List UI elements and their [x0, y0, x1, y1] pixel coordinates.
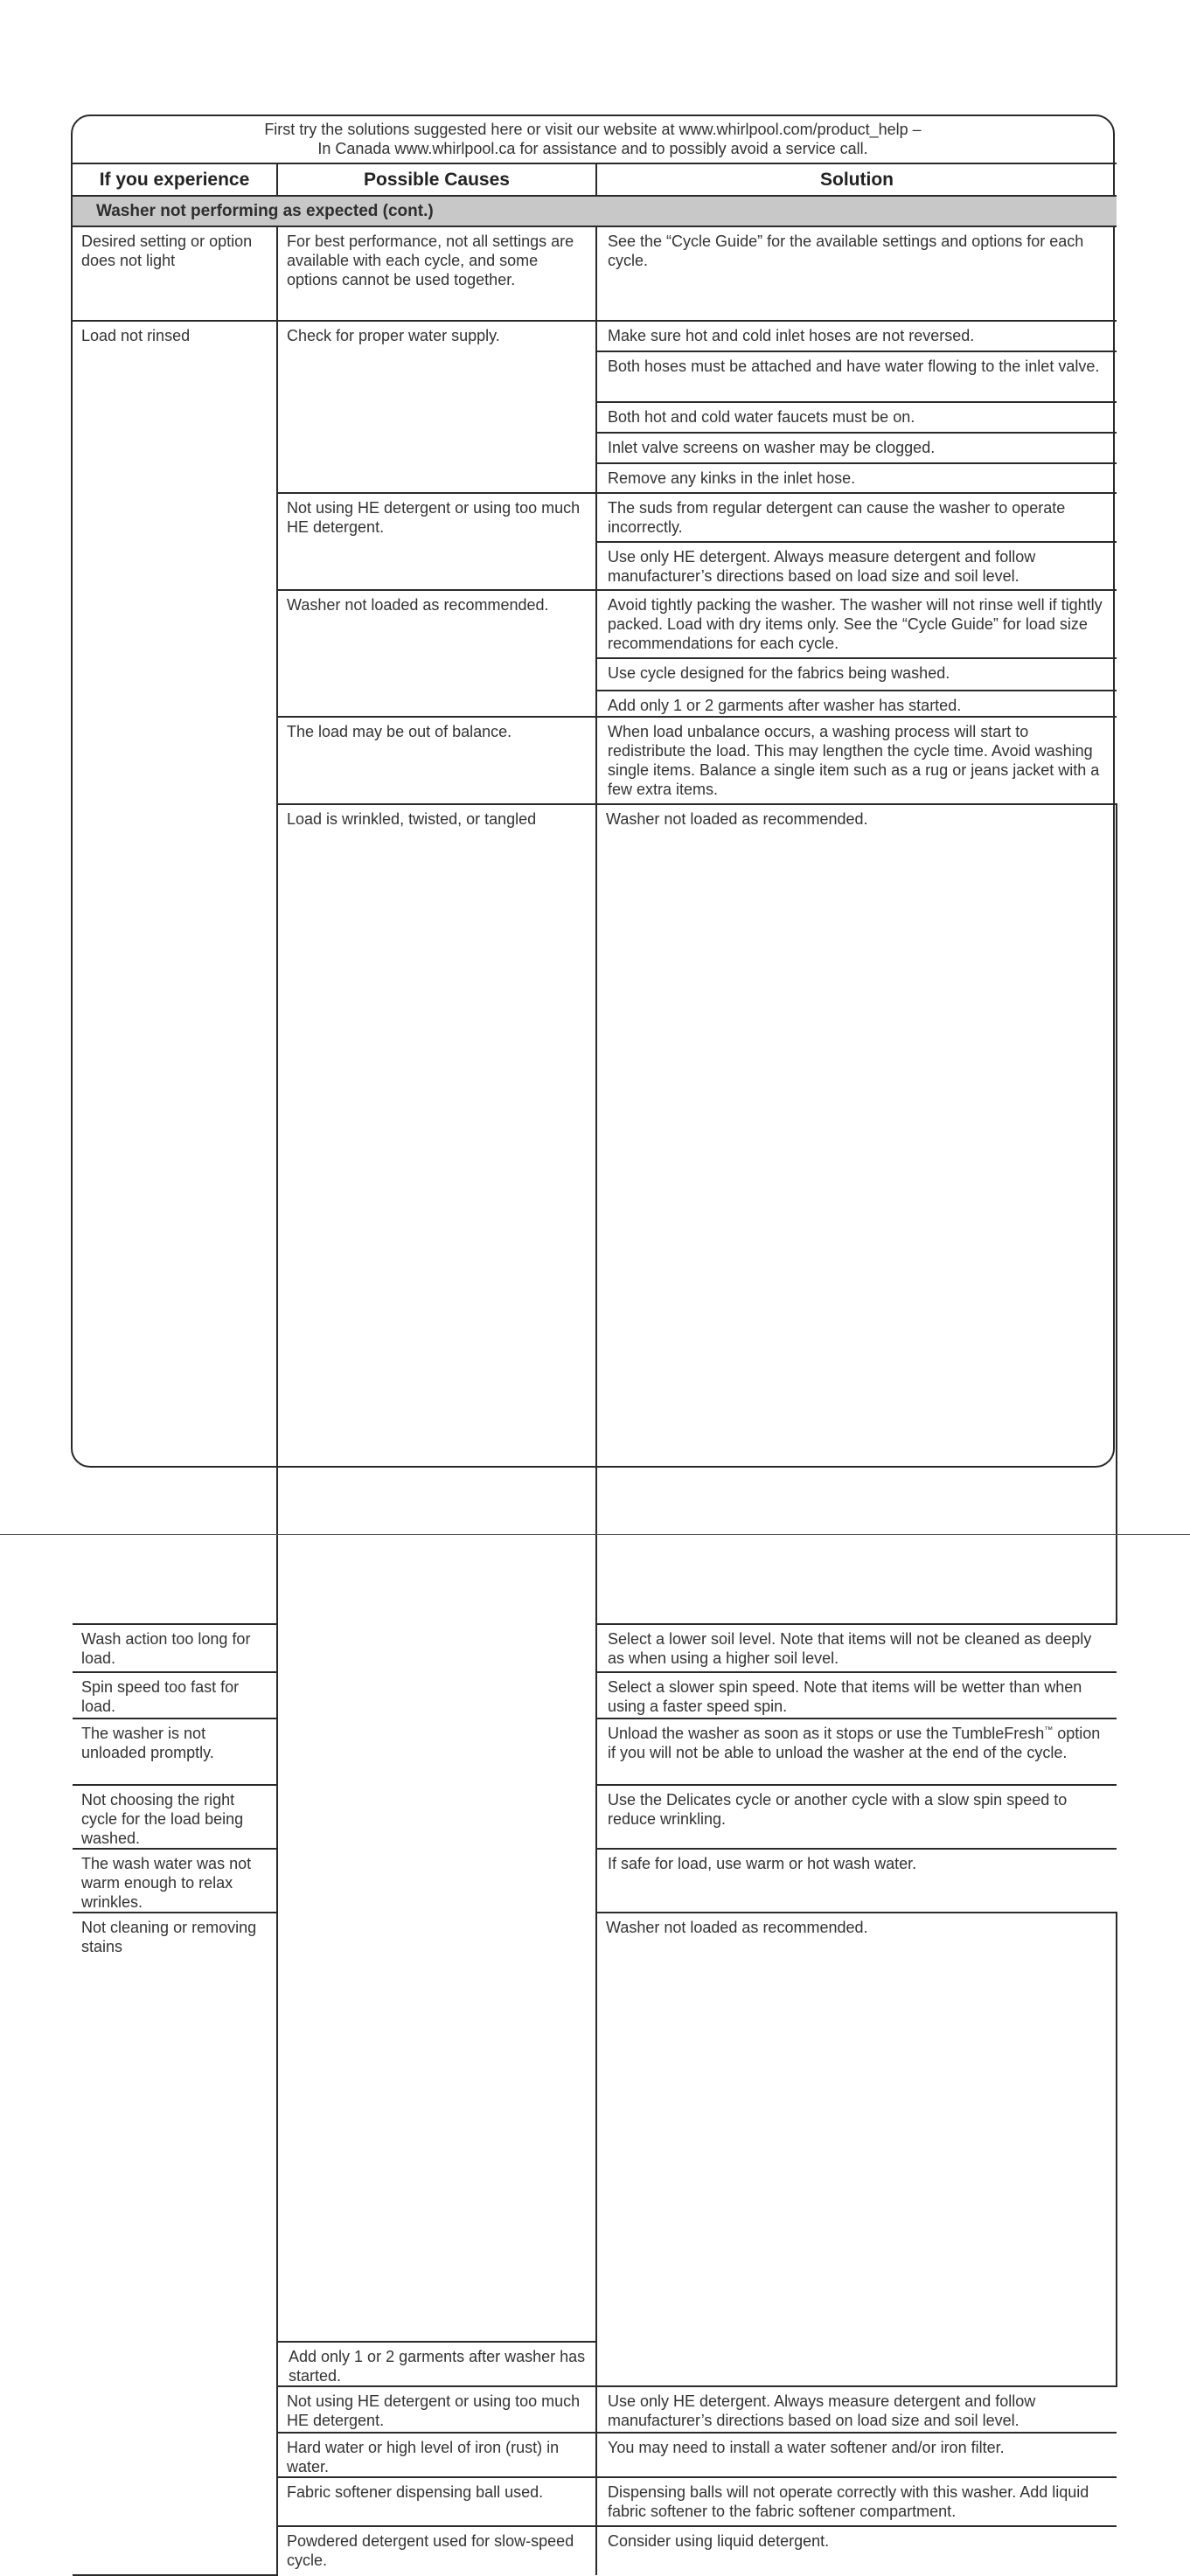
solution-cell: If safe for load, use warm or hot wash water. [596, 1849, 1117, 1913]
cause-cell: The washer is not unloaded promptly. [73, 1718, 277, 1785]
solution-cell: Select a lower soil level. Note that items will not be cleaned as deeply as when using a higher soil level. [596, 1624, 1117, 1672]
cause-cell: Spin speed too fast for load. [73, 1672, 277, 1718]
solution-cell: See the “Cycle Guide” for the available settings and options for each cycle. [596, 226, 1117, 321]
cause-cell: Washer not loaded as recommended. [277, 590, 596, 717]
experience-cell: Desired setting or option does not light [73, 226, 277, 321]
cause-cell: Washer not loaded as recommended. [596, 1913, 1117, 2386]
solution-cell: Add only 1 or 2 garments after washer has started. [277, 2342, 596, 2386]
cause-cell: Not choosing the right cycle for the load being washed. [73, 1785, 277, 1849]
intro-line-2: In Canada www.whirlpool.ca for assistance and to possibly avoid a service call. [317, 140, 868, 157]
solution-cell: Make sure hot and cold inlet hoses are not reversed. [596, 321, 1117, 351]
solution-cell: Both hoses must be attached and have water flowing to the inlet valve. [596, 351, 1117, 402]
header-row [73, 163, 1117, 196]
header-causes: Possible Causes [277, 163, 596, 196]
header-experience: If you experience [73, 163, 277, 196]
experience-cell: Not cleaning or removing stains [73, 1913, 277, 2575]
cause-cell: The wash water was not warm enough to relax wrinkles. [73, 1849, 277, 1913]
cause-cell: Fabric softener dispensing ball used. [277, 2477, 596, 2526]
header-solution: Solution [596, 163, 1117, 196]
solution-cell: Consider using liquid detergent. [596, 2526, 1117, 2575]
cause-cell: Washer not loaded as recommended. [596, 804, 1117, 1624]
intro-text [73, 116, 1113, 163]
cause-cell: The load may be out of balance. [277, 717, 596, 804]
solution-cell: Dispensing balls will not operate correctly with this washer. Add liquid fabric softener to the fabric softener compartment. [596, 2477, 1117, 2526]
troubleshooting-frame [71, 115, 1115, 2569]
solution-cell: Use the Delicates cycle or another cycle with a slow spin speed to reduce wrinkling. [596, 1785, 1117, 1849]
solution-cell: Inlet valve screens on washer may be clogged. [596, 433, 1117, 463]
solution-cell [596, 1718, 1117, 1785]
experience-cell: Load is wrinkled, twisted, or tangled [277, 804, 596, 2342]
solution-cell: Use only HE detergent. Always measure detergent and follow manufacturer’s directions based on load size and soil level. [596, 542, 1117, 590]
cause-cell: For best performance, not all settings are available with each cycle, and some options cannot be used together. [277, 226, 596, 321]
cause-cell: Hard water or high level of iron (rust) in water. [277, 2433, 596, 2477]
cause-cell: Wash action too long for load. [73, 1624, 277, 1672]
cause-cell: Powdered detergent used for slow-speed cycle. [277, 2526, 596, 2575]
solution-cell: When load unbalance occurs, a washing process will start to redistribute the load. This may lengthen the cycle time. Avoid washing single items. Balance a single item such as a rug or jeans jacket with a few extra items. [596, 717, 1117, 804]
solution-cell: The suds from regular detergent can cause the washer to operate incorrectly. [596, 493, 1117, 542]
solution-cell: Both hot and cold water faucets must be on. [596, 402, 1117, 433]
trademark-mark: ™ [1044, 1725, 1054, 1735]
intro-line-1: First try the solutions suggested here or visit our website at www.whirlpool.com/product_help – [264, 121, 922, 138]
solution-cell: Remove any kinks in the inlet hose. [596, 463, 1117, 493]
bottom-divider [0, 1534, 1190, 1535]
solution-cell: Use cycle designed for the fabrics being washed. [596, 658, 1117, 691]
cause-cell: Check for proper water supply. [277, 321, 596, 493]
solution-cell: Use only HE detergent. Always measure detergent and follow manufacturer’s directions based on load size and soil level. [596, 2386, 1117, 2433]
solution-cell: Select a slower spin speed. Note that items will be wetter than when using a faster speed spin. [596, 1672, 1117, 1718]
table-row [73, 321, 1117, 351]
table-row [73, 226, 1117, 321]
experience-cell: Load not rinsed [73, 321, 277, 1624]
section-title: Washer not performing as expected (cont.) [73, 196, 1117, 226]
troubleshooting-table [73, 163, 1117, 2576]
cause-cell: Not using HE detergent or using too much HE detergent. [277, 493, 596, 590]
solution-cell: You may need to install a water softener and/or iron filter. [596, 2433, 1117, 2477]
solution-text: Unload the washer as soon as it stops or use the TumbleFresh [608, 1725, 1045, 1742]
solution-cell: Avoid tightly packing the washer. The washer will not rinse well if tightly packed. Load with dry items only. See the “Cycle Guide” for load size recommendations for each cycle. [596, 590, 1117, 658]
solution-text: option if you will not be able to unload the washer at the end of the cycle. [608, 1725, 1101, 1761]
solution-cell: Add only 1 or 2 garments after washer has started. [596, 691, 1117, 717]
section-row [73, 196, 1117, 226]
cause-cell: Not using HE detergent or using too much HE detergent. [277, 2386, 596, 2433]
